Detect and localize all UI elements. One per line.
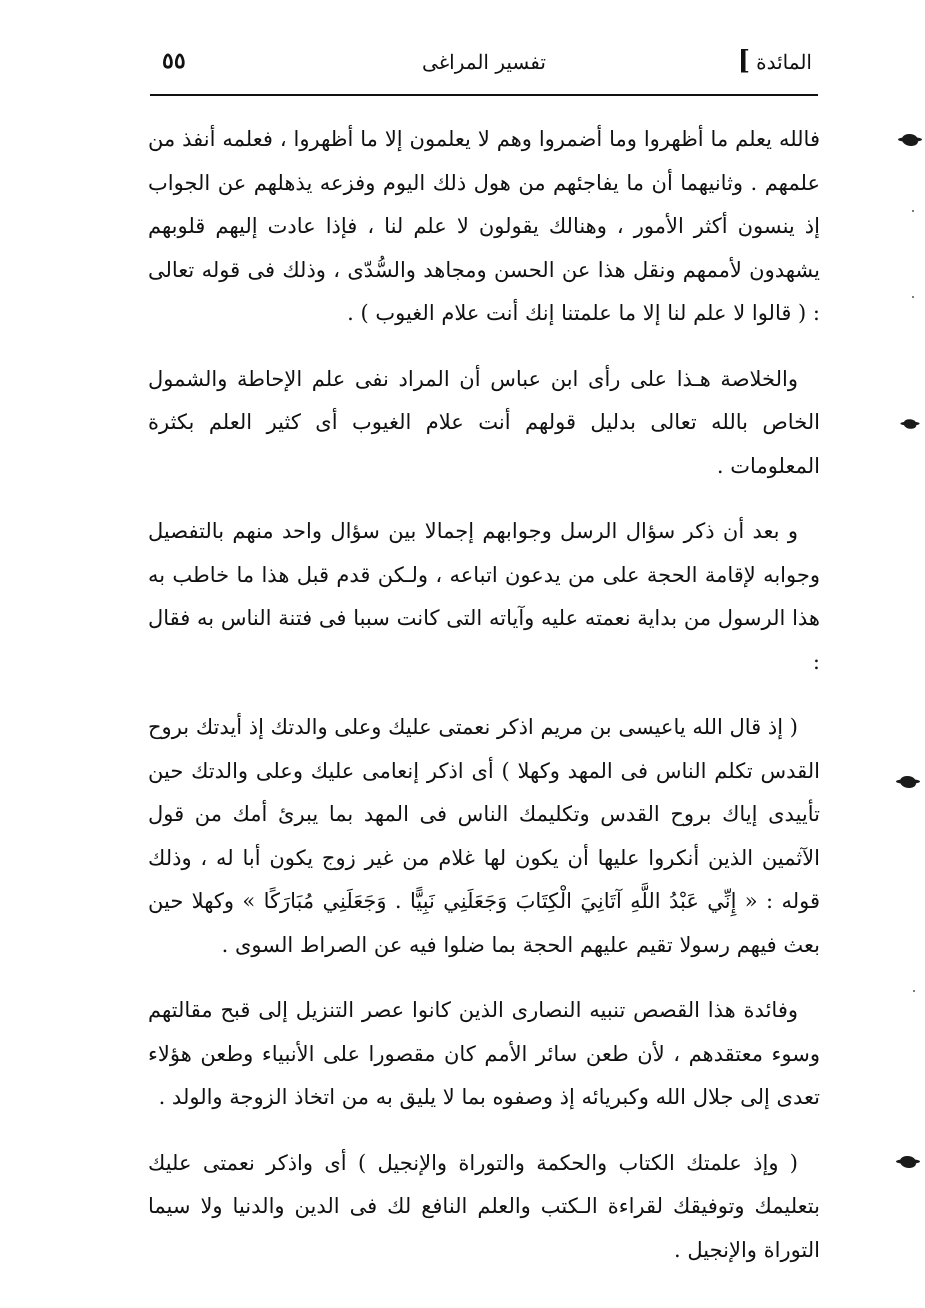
ink-blot-icon: [900, 1156, 916, 1168]
paragraph-text: ( إذ قال الله ياعيسى بن مريم اذكر نعمتى عليك وعلى والدتك إذ أيدتك بروح القدس تكلم الناس فى المهد وكهلا ) أى اذكر إنعامى عليك وعلى والدتك حين تأييدى إياك بروح القدس وتكليمك الناس فى المهد بما يبرئ أمك من قول الآثمين الذين أنكروا عليها أن يكون لها غلام من غير زوج يكون أبا له ، وذلك قوله : « إِنِّي عَبْدُ اللَّهِ آتَانِيَ الْكِتَابَ وَجَعَلَنِي نَبِيًّا . وَجَعَلَنِي مُبَارَكًا » وكهلا حين بعث فيهم رسولا تقيم عليهم الحجة بما ضلوا فيه عن الصراط السوى .: [148, 715, 820, 957]
paragraph: [148, 1142, 820, 1273]
paragraph: [148, 358, 820, 489]
running-header: [150, 44, 818, 94]
paragraph: فالله يعلم ما أظهروا وما أضمروا وهم لا يعلمون إلا ما أظهروا ، فعلمه أنفذ من علمهم . وثانيهما أن ما يفاجئهم من هول ذلك اليوم وفزعه يذهلهم عن الجواب إذ ينسون أكثر الأمور ، وهنالك يقولون لا علم لنا ، فإذا عادت إليهم قلوبهم يشهدون لأممهم ونقل هذا عن الحسن ومجاهد والسُّدّى ، وذلك فى قوله تعالى : ( قالوا لا علم لنا إلا ما علمتنا إنك أنت علام الغيوب ) .: [148, 127, 820, 325]
page-number: ٥٥: [162, 48, 186, 74]
header-bracket: ]: [737, 46, 750, 76]
paragraph-text: وفائدة هذا القصص تنبيه النصارى الذين كانوا عصر التنزيل إلى قبح مقالتهم وسوء معتقدهم ، لأن طعن سائر الأمم كان مقصورا على الأنبياء وطعن هؤلاء تعدى إلى جلال الله وكبريائه إذ وصفوه بما لا يليق به من اتخاذ الزوجة والولد .: [148, 998, 820, 1109]
paragraph-text: ( وإذ علمتك الكتاب والحكمة والتوراة والإنجيل ) أى واذكر نعمتى عليك بتعليمك وتوفيقك لقراءة الـكتب والعلم النافع لك فى الدين والدنيا ولا سيما التوراة والإنجيل .: [148, 1150, 820, 1262]
paragraph-text: و بعد أن ذكر سؤال الرسل وجوابهم إجمالا بين سؤال واحد منهم بالتفصيل وجوابه لإقامة الحجة على من يدعون اتباعه ، ولـكن قدم قبل هذا ما خاطب به هذا الرسول من بداية نعمته عليه وآياته التى كانت سببا فى فتنة الناس به فقال :: [148, 519, 820, 674]
paragraph: [148, 510, 820, 684]
paragraph-text: والخلاصة هـذا على رأى ابن عباس أن المراد نفى علم الإحاطة والشمول الخاص بالله تعالى بدليل قولهم أنت علام الغيوب أى كثير العلم بكثرة المعلومات .: [148, 366, 820, 478]
scan-speck: [912, 210, 914, 212]
paragraph: [148, 706, 820, 967]
scan-speck: [912, 296, 914, 298]
ink-blot-icon: [902, 134, 918, 146]
surah-name: المائدة: [756, 50, 812, 74]
header-rule: [150, 94, 818, 96]
body-text: [148, 118, 820, 1272]
scan-speck: [913, 990, 915, 992]
book-title: تفسير المراغى: [422, 50, 546, 74]
paragraph: [148, 989, 820, 1120]
ink-blot-icon: [900, 776, 916, 788]
ink-blot-icon: [904, 419, 917, 429]
